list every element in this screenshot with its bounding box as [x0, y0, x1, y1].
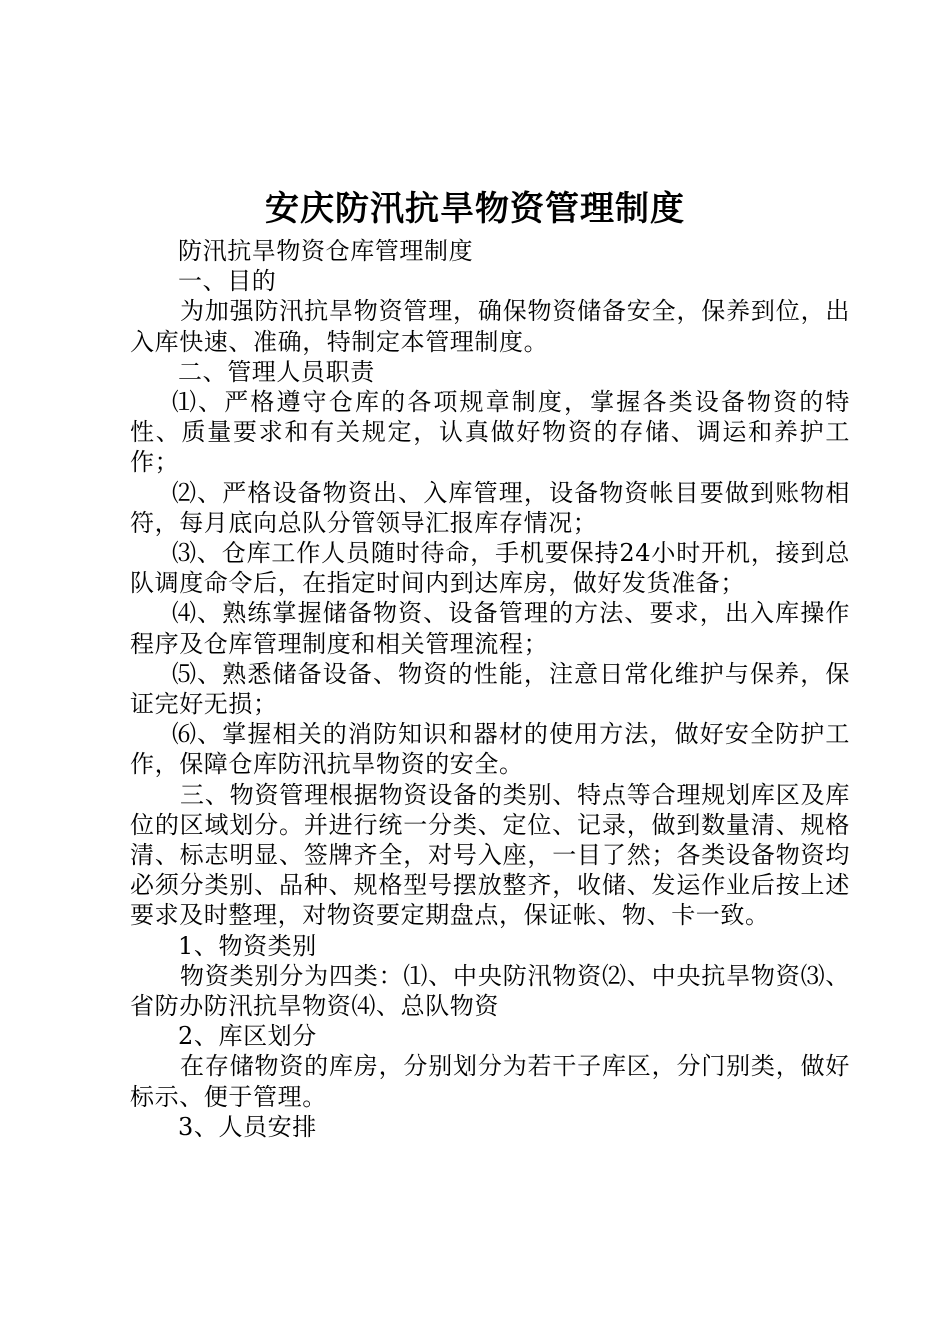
- paragraph-duty-5: ⑸、熟悉储备设备、物资的性能，注意日常化维护与保养，保证完好无损；: [130, 659, 850, 719]
- paragraph-duty-4: ⑷、熟练掌握储备物资、设备管理的方法、要求，出入库操作程序及仓库管理制度和相关管理流程；: [130, 599, 850, 658]
- paragraph-zones: 在存储物资的库房，分别划分为若干子库区，分门别类，做好标示、便于管理。: [130, 1052, 850, 1111]
- paragraph-purpose: 为加强防汛抗旱物资管理，确保物资储备安全，保养到位，出入库快速、准确，特制定本管理制度。: [130, 297, 850, 356]
- paragraph-categories: 物资类别分为四类：⑴、中央防汛物资⑵、中央抗旱物资⑶、省防办防汛抗旱物资⑷、总队物资: [130, 961, 850, 1021]
- paragraph-subtitle: 防汛抗旱物资仓库管理制度: [178, 237, 474, 265]
- document-title: 安庆防汛抗旱物资管理制度: [265, 189, 685, 229]
- paragraph-duty-3: ⑶、仓库工作人员随时待命，手机要保持24小时开机，接到总队调度命令后，在指定时间内到达库房，做好发货准备；: [130, 539, 850, 598]
- paragraph-material-management: 三、物资管理根据物资设备的类别、特点等合理规划库区及库位的区域划分。并进行统一分类、定位、记录，做到数量清、规格清、标志明显、签牌齐全，对号入座，一目了然；各类设备物资均必须分类别、品种、规格型号摆放整齐，收储、发运作业后按上述要求及时整理，对物资要定期盘点，保证帐、物、卡一致。: [130, 780, 850, 930]
- paragraph-duty-1: ⑴、严格遵守仓库的各项规章制度，掌握各类设备物资的特性、质量要求和有关规定，认真做好物资的存储、调运和养护工作；: [130, 388, 850, 477]
- paragraph-heading-categories: 1、物资类别: [178, 931, 317, 960]
- paragraph-duty-6: ⑹、掌握相关的消防知识和器材的使用方法，做好安全防护工作，保障仓库防汛抗旱物资的安全。: [130, 720, 850, 779]
- paragraph-heading-zones: 2、库区划分: [178, 1022, 317, 1051]
- paragraph-heading-staffing: 3、人员安排: [178, 1112, 317, 1141]
- paragraph-duty-2: ⑵、严格设备物资出、入库管理，设备物资帐目要做到账物相符，每月底向总队分管领导汇报库存情况；: [130, 478, 850, 537]
- document-body: [130, 236, 850, 1142]
- paragraph-heading-purpose: 一、目的: [178, 267, 277, 296]
- paragraph-heading-duties: 二、管理人员职责: [178, 357, 375, 386]
